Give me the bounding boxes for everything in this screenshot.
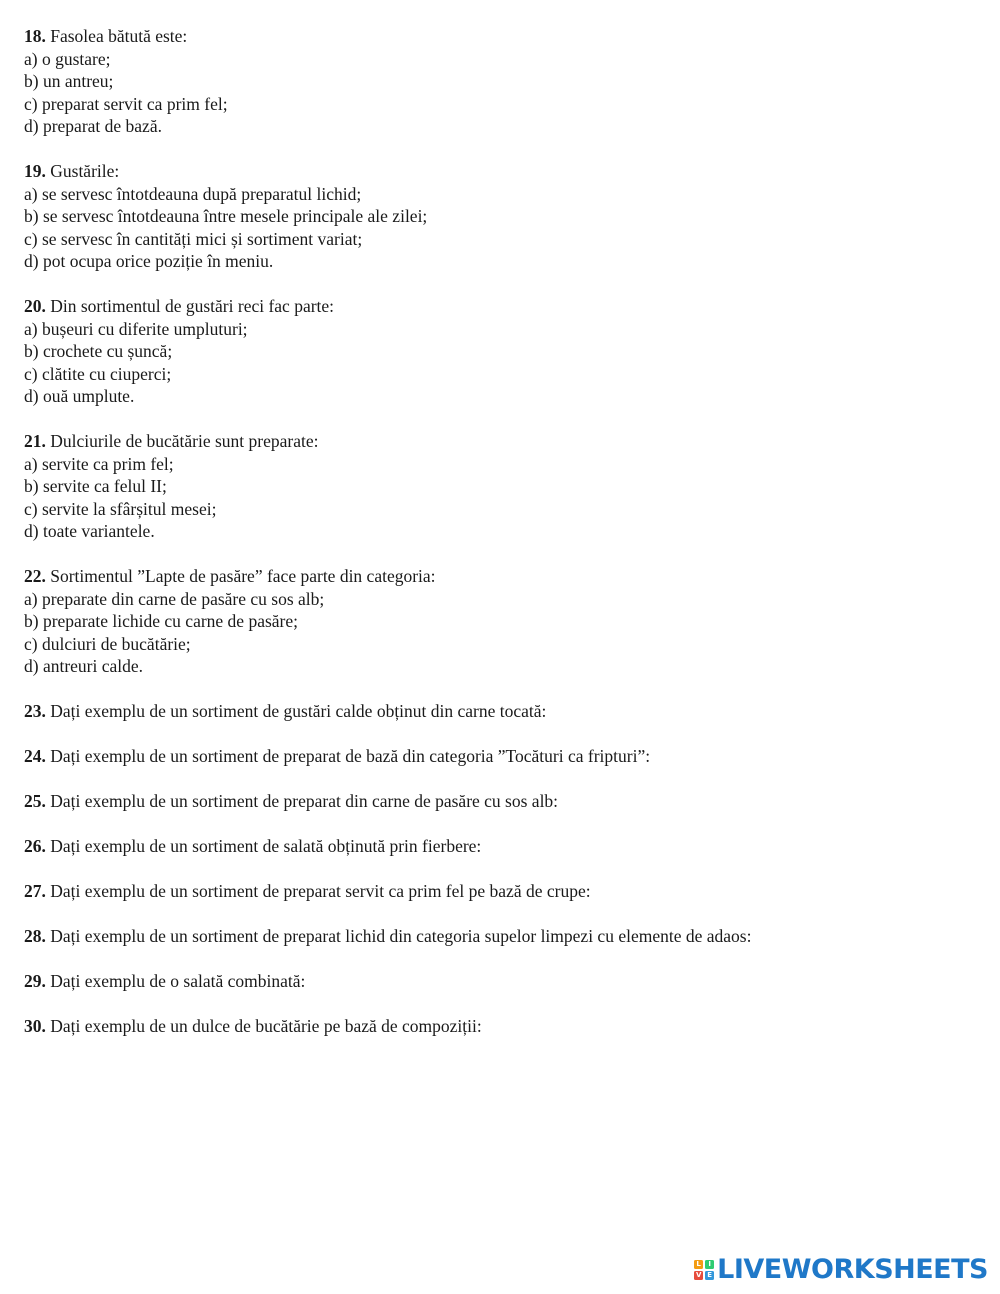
question-20 — [24, 295, 974, 408]
question-text — [24, 160, 974, 183]
answer-option: a) preparate din carne de pasăre cu sos alb; — [24, 588, 325, 609]
logo-text: LIVEWORKSHEETS — [717, 1254, 988, 1285]
question-29 — [24, 970, 974, 993]
question-26 — [24, 835, 974, 858]
logo-mark-letter: E — [705, 1271, 714, 1280]
logo-mark-icon — [694, 1260, 714, 1280]
question-prompt: Dați exemplu de un sortiment de preparat lichid din categoria supelor limpezi cu elemente de adaos: — [50, 926, 752, 946]
question-prompt: Din sortimentul de gustări reci fac parte: — [50, 296, 335, 316]
question-text — [24, 295, 974, 318]
question-21 — [24, 430, 974, 543]
question-text — [24, 430, 974, 453]
question-prompt: Dați exemplu de o salată combinată: — [50, 971, 306, 991]
question-number: 25. — [24, 791, 46, 811]
question-text — [24, 700, 974, 723]
question-text — [24, 565, 974, 588]
question-number: 29. — [24, 971, 46, 991]
question-text — [24, 925, 974, 948]
question-text — [24, 1015, 974, 1038]
question-number: 27. — [24, 881, 46, 901]
answer-option: c) servite la sfârșitul mesei; — [24, 498, 217, 519]
question-text — [24, 970, 974, 993]
question-prompt: Sortimentul ”Lapte de pasăre” face parte din categoria: — [50, 566, 436, 586]
question-text — [24, 25, 974, 48]
question-number: 26. — [24, 836, 46, 856]
answer-option: b) servite ca felul II; — [24, 476, 167, 496]
answer-option: b) crochete cu șuncă; — [24, 341, 173, 361]
question-prompt: Gustările: — [50, 161, 120, 181]
question-number: 24. — [24, 746, 46, 766]
question-number: 30. — [24, 1016, 46, 1036]
answer-option: d) antreuri calde. — [24, 656, 144, 676]
answer-option: c) dulciuri de bucătărie; — [24, 633, 191, 654]
answer-option: a) se servesc întotdeauna după preparatul lichid; — [24, 183, 362, 204]
question-text — [24, 790, 974, 813]
question-27 — [24, 880, 974, 903]
answer-option: b) un antreu; — [24, 71, 114, 91]
answer-option: b) preparate lichide cu carne de pasăre; — [24, 611, 299, 631]
question-prompt: Dați exemplu de un sortiment de preparat servit ca prim fel pe bază de crupe: — [50, 881, 591, 901]
answer-option: d) preparat de bază. — [24, 116, 162, 136]
liveworksheets-logo — [694, 1255, 988, 1285]
question-number: 20. — [24, 296, 46, 316]
question-number: 19. — [24, 161, 46, 181]
question-prompt: Dați exemplu de un sortiment de preparat de bază din categoria ”Tocături ca fripturi”: — [50, 746, 651, 766]
question-prompt: Dați exemplu de un sortiment de gustări calde obținut din carne tocată: — [50, 701, 547, 721]
worksheet-content — [24, 25, 974, 1060]
question-30 — [24, 1015, 974, 1038]
question-number: 21. — [24, 431, 46, 451]
question-text — [24, 835, 974, 858]
question-23 — [24, 700, 974, 723]
answer-option: c) clătite cu ciuperci; — [24, 363, 172, 384]
logo-mark-letter: L — [694, 1260, 703, 1269]
question-18 — [24, 25, 974, 138]
question-prompt: Dați exemplu de un sortiment de salată obținută prin fierbere: — [50, 836, 482, 856]
question-25 — [24, 790, 974, 813]
question-text — [24, 880, 974, 903]
question-prompt: Dați exemplu de un dulce de bucătărie pe bază de compoziții: — [50, 1016, 482, 1036]
question-22 — [24, 565, 974, 678]
question-19 — [24, 160, 974, 273]
question-number: 23. — [24, 701, 46, 721]
question-prompt: Dați exemplu de un sortiment de preparat din carne de pasăre cu sos alb: — [50, 791, 559, 811]
question-number: 22. — [24, 566, 46, 586]
answer-option: d) ouă umplute. — [24, 386, 135, 406]
answer-option: d) pot ocupa orice poziție în meniu. — [24, 251, 274, 271]
answer-option: c) se servesc în cantități mici și sortiment variat; — [24, 228, 363, 249]
answer-option: d) toate variantele. — [24, 521, 155, 541]
question-number: 28. — [24, 926, 46, 946]
question-28 — [24, 925, 974, 948]
answer-option: a) bușeuri cu diferite umpluturi; — [24, 318, 248, 339]
question-number: 18. — [24, 26, 46, 46]
answer-option: c) preparat servit ca prim fel; — [24, 93, 228, 114]
question-text — [24, 745, 974, 768]
logo-mark-letter: V — [695, 1271, 702, 1279]
answer-option: b) se servesc întotdeauna între mesele principale ale zilei; — [24, 206, 428, 226]
question-24 — [24, 745, 974, 768]
answer-option: a) o gustare; — [24, 48, 111, 69]
question-prompt: Dulciurile de bucătărie sunt preparate: — [50, 431, 319, 451]
question-prompt: Fasolea bătută este: — [50, 26, 188, 46]
answer-option: a) servite ca prim fel; — [24, 453, 174, 474]
logo-mark-letter: I — [705, 1260, 714, 1269]
